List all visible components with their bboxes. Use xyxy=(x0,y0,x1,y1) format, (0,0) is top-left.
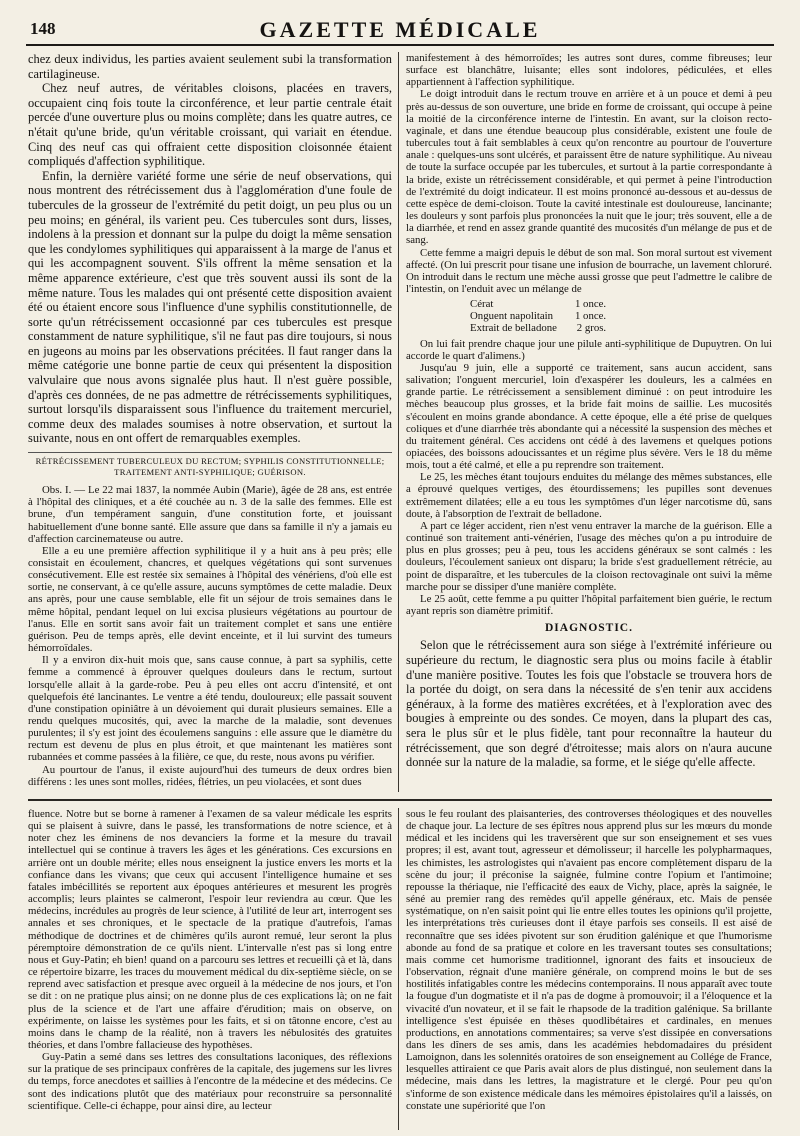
paragraph: Il y a environ dix-huit mois que, sans cause connue, à part sa syphilis, cette femme a commencé à éprouver quelques douleurs dans le rectum, surtout lorsqu'elle allait à la garde-robe. Peu à peu elles ont accru d'intensité, et ont quelquefois été lancinantes. Le ventre a été tendu, douloureux; elle passait souvent d'une constipation opiniâtre à un dévoiement qui durait plusieurs semaines. Elle a rendu quelques mucosités, qui, avec la marche de la maladie, sont devenues purulentes; il s'y est joint des écoulemens sanguins : elle assure que le diamètre du rectum est devenu de plus en plus étroit, et que maintenant les matières sont rubannées et comme passées à la filière, ce que, du reste, nous avons pu vérifier. xyxy=(28,654,392,764)
paragraph: fluence. Notre but se borne à ramener à l'examen de sa valeur médicale les esprits qui se plaisent à suivre, dans le passé, les transformations de notre science, et à noter chez les éminens de nos devanciers la forme et la mesure du travail intellectuel qui se continue à travers les âges et les générations. Ces excursions en arrière ont un double mérite; elles nous enseignent la justice envers les morts et la confiance dans les vivans; que ceux qui accusent l'intelligence humaine et ses fatales imbécillités se reportent aux époques antérieures et mesurent les progrès accomplis; leurs plaintes se calmeront, l'espoir leur reviendra au cœur. Que les médecins, incrédules au progrès de leur science, à l'utilité de leur art, interrogent ses annales et ses chroniques, et le spectacle de la pratique d'autrefois, l'amas méthodique de doctrines et de chimères qu'ils auront remué, leur seront la plus péremptoire démonstration de ce qu'ils nient. L'intervalle n'est pas si long entre nous et Guy-Patin; eh bien! quand on a parcouru ses lettres et recueilli çà et là, dans ce répertoire bizarre, les traces du mouvement médical du dix-septième siècle, on se reprend avec satisfaction et presque avec orgueil à la médecine de nos jours, et l'on se dit : on ne pratique plus ainsi; on ne donne plus de ces explications là; on ne fait plus de la science et de l'art une affaire d'érudition; mais on observe, on expérimente, on laisse les systèmes pour les faits, et si on tâtonne encore, c'est au moins dans le champ de la réalité, non à travers les nébulosités des gratuites théories, et dans l'ombre fallacieuse des hypothèses. xyxy=(28,808,392,1051)
prescription-table xyxy=(466,298,610,334)
column-1 xyxy=(28,52,392,792)
paragraph: Enfin, la dernière variété forme une série de neuf observations, qui nous montrent des rétrécissement dus à l'agglomération d'une foule de tubercules de la grosseur de l'extrémité du petit doigt, un peu plus ou un peu moins; en général, ils varient peu. Ces tubercules sont durs, lisses, indolens à la pression et donnant sur la pulpe du doigt la même sensation que les condylomes syphilitiques qui apparaissent à la marge de l'anus et qui les accompagnent souvent. S'ils offrent la même sensation et la même apparence extérieure, c'est que très souvent aussi ils sont de la même nature. Tous les malades qui ont présenté cette disposition avaient été ou étaient encore sous l'influence d'une syphilis constitutionnelle, de sorte qu'un rétrécissement occasionné par ces tubercules est presque constamment de nature syphilitique, s'il ne faut pas dire toujours, si nous en jugeons au moins par les observations précitées. Il faut ranger dans la même catégorie une bonne partie de ceux qui présentent la disposition valvulaire que nous avons signalée plus haut. Il n'est guère possible, d'après ces données, de ne pas admettre de rétrécissements syphilitiques, surtout lorsqu'ils disparaissent sous l'influence du traitement mercuriel, comme deux des malades soumises à notre observation, et surtout la suivante, nous en ont offert de remarquables exemples. xyxy=(28,168,392,446)
prescription-row xyxy=(466,298,610,310)
ingredient-name: Extrait de belladone xyxy=(470,322,557,335)
diagnostic-paragraph: Selon que le rétrécissement aura son siége à l'extrémité inférieure ou supérieure du rectum, le diagnostic sera plus ou moins facile à établir d'une manière positive. Toutes les fois que l'obstacle se trouvera hors de la portée du doigt, on sera dans la nécessité de s'en tenir aux accidens généraux, à la forme des matières excrétées, et à l'exploration avec des bougies à empreinte ou des sondes. Ce moyen, dans la plupart des cas, sera le plus sûr et le plus fidèle, tant pour reconnaître la hauteur du rétrécissement, que son degré d'étroitesse; mais alors on n'aura aucune donnée sur la nature de la maladie, sa forme, et le siége qu'elle affecte. xyxy=(406,638,772,770)
paragraph: Cette femme a maigri depuis le début de son mal. Son moral surtout est vivement affecté. (On lui prescrit pour tisane une infusion de bourrache, un lavement chloruré. On introduit dans le rectum une mèche aussi grosse que peut l'admettre le calibre de l'intestin, on l'enduit avec un mélange de xyxy=(406,246,772,295)
journal-title: GAZETTE MÉDICALE xyxy=(259,17,541,42)
paragraph: Guy-Patin a semé dans ses lettres des consultations laconiques, des réflexions sur la pratique de ses principaux confrères de la capitale, des jugemens sur les livres du temps, force anecdotes et saillies à l'encontre de la médecine et des médecins. Ce sont des indications plutôt que des matériaux pour reconstruire sa personnalité scientifique. Celle-ci échappe, pour ainsi dire, au lecteur xyxy=(28,1051,392,1112)
paragraph: Le 25, les mèches étant toujours enduites du mélange des mêmes substances, elle a éprouvé quelques vertiges, des étourdissemens; les pupilles sont devenues extrêmement dilatées; elle a eu tous les symptômes d'un léger narcotisme dû, sans doute, à l'absorption de l'extrait de belladone. xyxy=(406,471,772,520)
ingredient-name: Cérat xyxy=(470,298,494,311)
paragraph: Jusqu'au 9 juin, elle a supporté ce traitement, sans aucun accident, sans salivation; l'onguent mercuriel, loin d'exaspérer les douleurs, les a calmées en grande partie. Le rétrécissement a sensiblement diminué : on peut introduire les mèches beaucoup plus grosses, et la bride fait moins de saillie. Les mucosités s'écoulent en moins grande abondance. A cette époque, elle a été prise de quelques coliques et d'une diarrhée très abondante qui a nécessité la suspension des mèches et du traitement général. Ces accidens ont cédé à des lavemens et quelques potions opiacées, des boissons adoucissantes et un régime plus sévère. Vers le 18 du même mois, tout a été calmé, et elle a pu reprendre son traitement. xyxy=(406,361,772,472)
column-4 xyxy=(406,808,772,1130)
observation-heading: RÉTRÉCISSEMENT TUBERCULEUX DU RECTUM; SYPHILIS CONSTITUTIONNELLE; TRAITEMENT ANTI-SYPHILIQUE; GUÉRISON. xyxy=(28,452,392,478)
page-number: 148 xyxy=(30,19,56,38)
ingredient-quantity: 1 once. xyxy=(574,310,607,323)
prescription-row xyxy=(466,310,610,322)
observation-text: Obs. I. — Le 22 mai 1837, la nommée Aubin (Marie), âgée de 28 ans, est entrée à l'hôpital des cliniques, et a été couchée au n. 3 de la salle des femmes. Elle est brune, d'un tempérament sanguin, d'une constitution forte, et jouissant habituellement d'une bonne santé. Elle assure que dans sa famille il n'y a jamais eu d'affection carcinemateuse ou autre. xyxy=(28,484,392,545)
paragraph: chez deux individus, les parties avaient seulement subi la transformation cartilagineuse. xyxy=(28,52,392,81)
paragraph: On lui fait prendre chaque jour une pilule anti-syphilitique de Dupuytren. On lui accorde le quart d'alimens.) xyxy=(406,337,772,362)
paragraph: sous le feu roulant des plaisanteries, des controverses théologiques et des nouvelles de chaque jour. La lecture de ses épîtres nous apprend plus sur les mœurs du monde médical et les incidens qui les traversèrent que sur son enseignement et ses vues propres; il est, avant tout, agresseur et démolisseur; il harcelle les polypharmaques, les chimistes, les astrologistes qui n'avaient pas encore complètement disparu de la scène du jour; il préconise la saignée, fulmine contre l'opium et l'antimoine; repousse la thériaque, nie l'efficacité des eaux de Vichy, place, après la saignée, le séné au premier rang des remèdes qu'il appelle généraux, etc. Mais de pensée systématique, on n'en saisit point qui lie entre elles toutes les opinions qu'il projette, les interprétations très curieuses dont il étaye parfois ses conseils. Il est aisé de reconnaître que ses idées pivotent sur son érudition galénique et que l'humorisme abonde au fond de sa pratique et colore en les traversant toutes ses consultations; mais comme cet humorisme traditionnel, ignorant des faits et insoucieux de l'observation, régnait d'une manière générale, on comprend moins le but de ses hostilités infatigables contre les médecins contemporains. Il nous apparaît avec toute la fougue d'un dogmatiste et il n'a pas de dogme à promouvoir; il a l'éloquence et la vivacité d'un novateur, et il se fait le rhapsode de la tradition galénique. Sa brillante intelligence s'est épuisée en thèses quodlibétaires et cardinales, en menues productions, en annotations commentaires; sa verve s'est dissipée en conversations dans les dîners de ses amis, dans les académies hebdomadaires du président Lamoignon, dans les solennités oratoires de son enseignement au Collége de France, lesquelles attiraient ce que Paris avait alors de plus distingué, non seulement dans la médecine, mais dans les lettres, la magistrature et le clergé. Pour peu qu'on s'informe de son existence médicale dans les mémoires épistolaires qu'il a laissés, on constate une supériorité que l'on xyxy=(406,808,772,1112)
ingredient-quantity: 2 gros. xyxy=(576,322,607,335)
paragraph: Chez neuf autres, de véritables cloisons, placées en travers, occupaient cinq fois toute la circonférence, et leur partie centrale était percée d'une ouverture plus ou moins complète; dans les quatre autres, ce n'était qu'une bride, qu'un véritable croissant, qui variait en étendue. Cinq des neuf cas qui offraient cette disposition cloisonnée étaient compliqués d'affection syphilitique. xyxy=(28,81,392,169)
column-2 xyxy=(406,52,772,792)
ingredient-name: Onguent napolitain xyxy=(470,310,554,323)
column-3 xyxy=(28,808,392,1130)
section-title-diagnostic: DIAGNOSTIC. xyxy=(544,622,633,635)
paragraph: Le 25 août, cette femme a pu quitter l'hôpital parfaitement bien guérie, le rectum ayant repris son diamètre primitif. xyxy=(406,592,772,618)
paragraph: Elle a eu une première affection syphilitique il y a huit ans à peu près; elle consistait en écoulement, chancres, et quelques végétations qui sont survenues consécutivement. Elle est restée six semaines à l'hôpital des vénériens, d'où elle est sortie, ne conservant, à ce qu'elle assure, aucuns symptômes de cette maladie. Deux ans après, pour une cause semblable, elle fit un séjour de trois semaines dans le même hôpital, pendant lequel on lui excisa plusieurs végétations au pourtour de l'anus. Elle en sortit sans avoir fait un traitement complet et sans une entière guérison. Peu de temps après, elle devint enceinte, et il lui survint des tumeurs hémorroïdales. xyxy=(28,544,392,655)
horizontal-divider xyxy=(28,799,772,801)
column-divider xyxy=(398,808,399,1130)
paragraph: Le doigt introduit dans le rectum trouve en arrière et à un pouce et demi à peu près au-dessus de son ouverture, une bride en forme de croissant, qui occupe à peine la moitié de la circonférence interne de l'intestin. En avant, sur la cloison recto-vaginale, et dans une étendue beaucoup plus considérable, existent une foule de tubercules tout à fait semblables à ceux qu'on rencontre au pourtour de l'ouverture anale : quelques-uns sont ulcérés, et paraissent être de nature syphilitique. Au niveau de toute la surface occupée par les tubercules, et surtout à la partie correspondante à la bride, existe un rétrécissement considérable, et qui permet à peine l'introduction de l'extrémité du doigt indicateur. Il est moins prononcé au-dessous et au-dessus de cette espèce de demi-cloison. Toute la cavité intestinale est douloureuse, lancinante; les douleurs y sont parfois plus prononcées la nuit que le jour; très souvent, elle a de la diarrhée, et rend en assez grande quantité des mucosités d'un mélange de pus et de sang. xyxy=(406,88,772,247)
ingredient-quantity: 1 once. xyxy=(574,298,607,311)
page-header xyxy=(26,16,774,46)
paragraph: Au pourtour de l'anus, il existe aujourd'hui des tumeurs de deux ordres bien différens : les unes sont molles, ridées, flétries, un peu violacées, et sont dues xyxy=(28,763,392,788)
column-divider xyxy=(398,52,399,792)
paragraph: manifestement à des hémorroïdes; les autres sont dures, comme fibreuses; leur surface est blanchâtre, luisante; elles sont indolores, pédiculées, et elles appartiennent à l'affection syphilitique. xyxy=(406,52,772,89)
prescription-row xyxy=(466,322,610,334)
paragraph: A part ce léger accident, rien n'est venu entraver la marche de la guérison. Elle a continué son traitement anti-vénérien, l'usage des mèches qu'on a pu introduire de plus en plus grosses; peu à peu, tous les accidens généraux se sont calmés : les douleurs, l'écoulement sanieux ont disparu; la bride s'est graduellement rétrécie, au point de disparaître, et les tubercules de la cloison rectovaginale ont suivi la même marche pour se dissiper d'une manière complète. xyxy=(406,519,772,593)
